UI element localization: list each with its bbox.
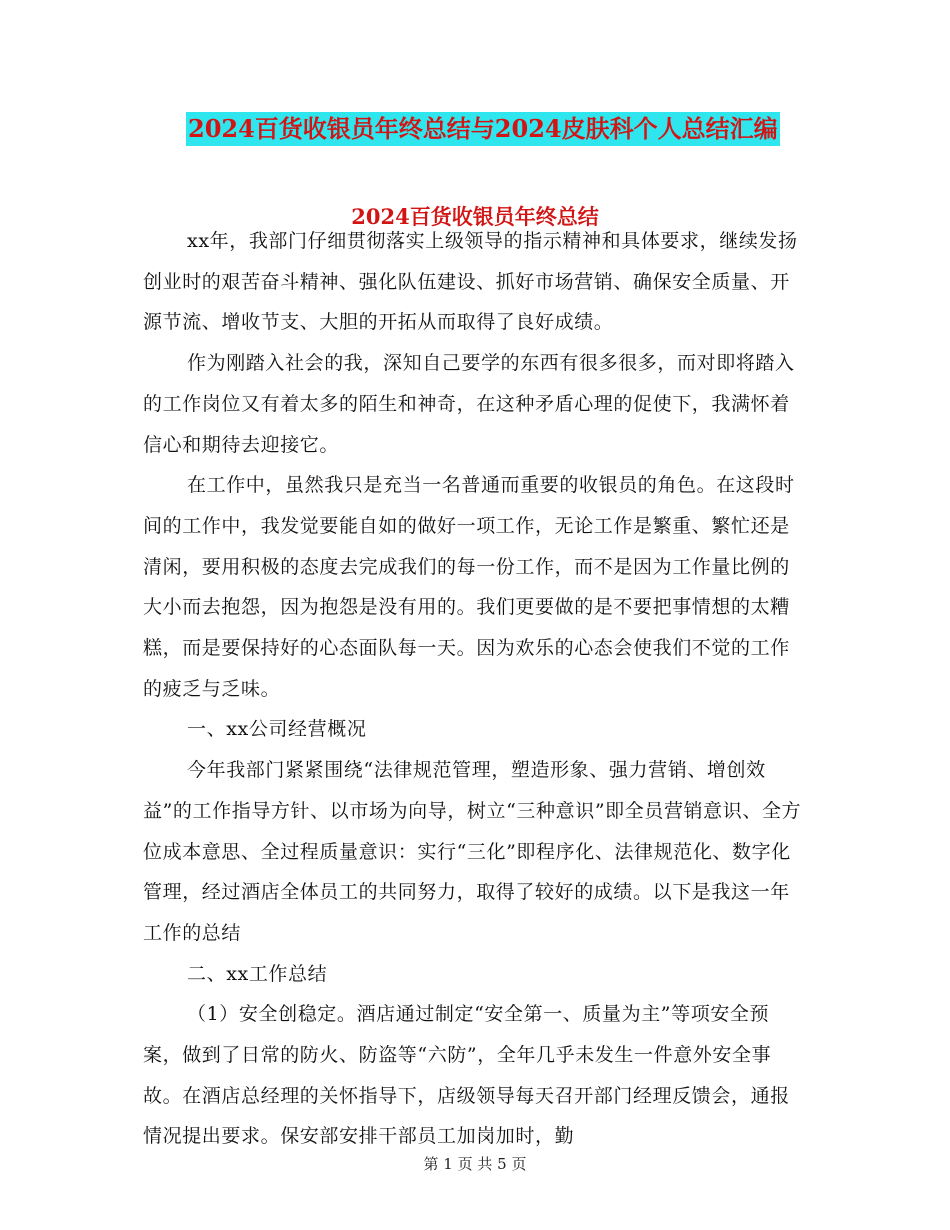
section-title: 2024百货收银员年终总结 bbox=[351, 204, 599, 229]
document-body bbox=[143, 221, 803, 1157]
paragraph: 在工作中，虽然我只是充当一名普通而重要的收银员的角色。在这段时间的工作中，我发觉要能自如的做好一项工作，无论工作是繁重、繁忙还是清闲，要用积极的态度去完成我们的每一份工作，而不是因为工作量比例的大小而去抱怨，因为抱怨是没有用的。我们更要做的是不要把事情想的太糟糕，而是要保持好的心态面队每一天。因为欢乐的心态会使我们不觉的工作的疲乏与乏味。 bbox=[143, 474, 795, 700]
paragraph: 作为刚踏入社会的我，深知自己要学的东西有很多很多，而对即将踏入的工作岗位又有着太多的陌生和神奇，在这种矛盾心理的促使下，我满怀着信心和期待去迎接它。 bbox=[143, 352, 795, 456]
document-title: 2024百货收银员年终总结与2024皮肤科个人总结汇编 bbox=[186, 112, 780, 146]
paragraph: （1）安全创稳定。酒店通过制定“安全第一、质量为主”等项安全预案，做到了日常的防火、防盗等“六防”，全年几乎未发生一件意外安全事故。在酒店总经理的关怀指导下，店级领导每天召开部门经理反馈会，通报情况提出要求。保安部安排干部员工加岗加时，勤 bbox=[143, 1003, 790, 1148]
paragraph: xx年，我部门仔细贯彻落实上级领导的指示精神和具体要求，继续发扬创业时的艰苦奋斗精神、强化队伍建设、抓好市场营销、确保安全质量、开源节流、增收节支、大胆的开拓从而取得了良好成绩。 bbox=[143, 230, 798, 334]
page-footer: 第 1 页 共 5 页 bbox=[423, 1155, 527, 1173]
section-heading: 一、xx公司经营概况 bbox=[187, 718, 367, 741]
section-heading: 二、xx工作总结 bbox=[187, 962, 328, 985]
paragraph: 今年我部门紧紧围绕“法律规范管理，塑造形象、强力营销、增创效益”的工作指导方针、以市场为向导，树立“三种意识”即全员营销意识、全方位成本意思、全过程质量意识：实行“三化”即程序化、法律规范化、数字化管理，经过酒店全体员工的共同努力，取得了较好的成绩。以下是我这一年工作的总结 bbox=[143, 759, 802, 944]
